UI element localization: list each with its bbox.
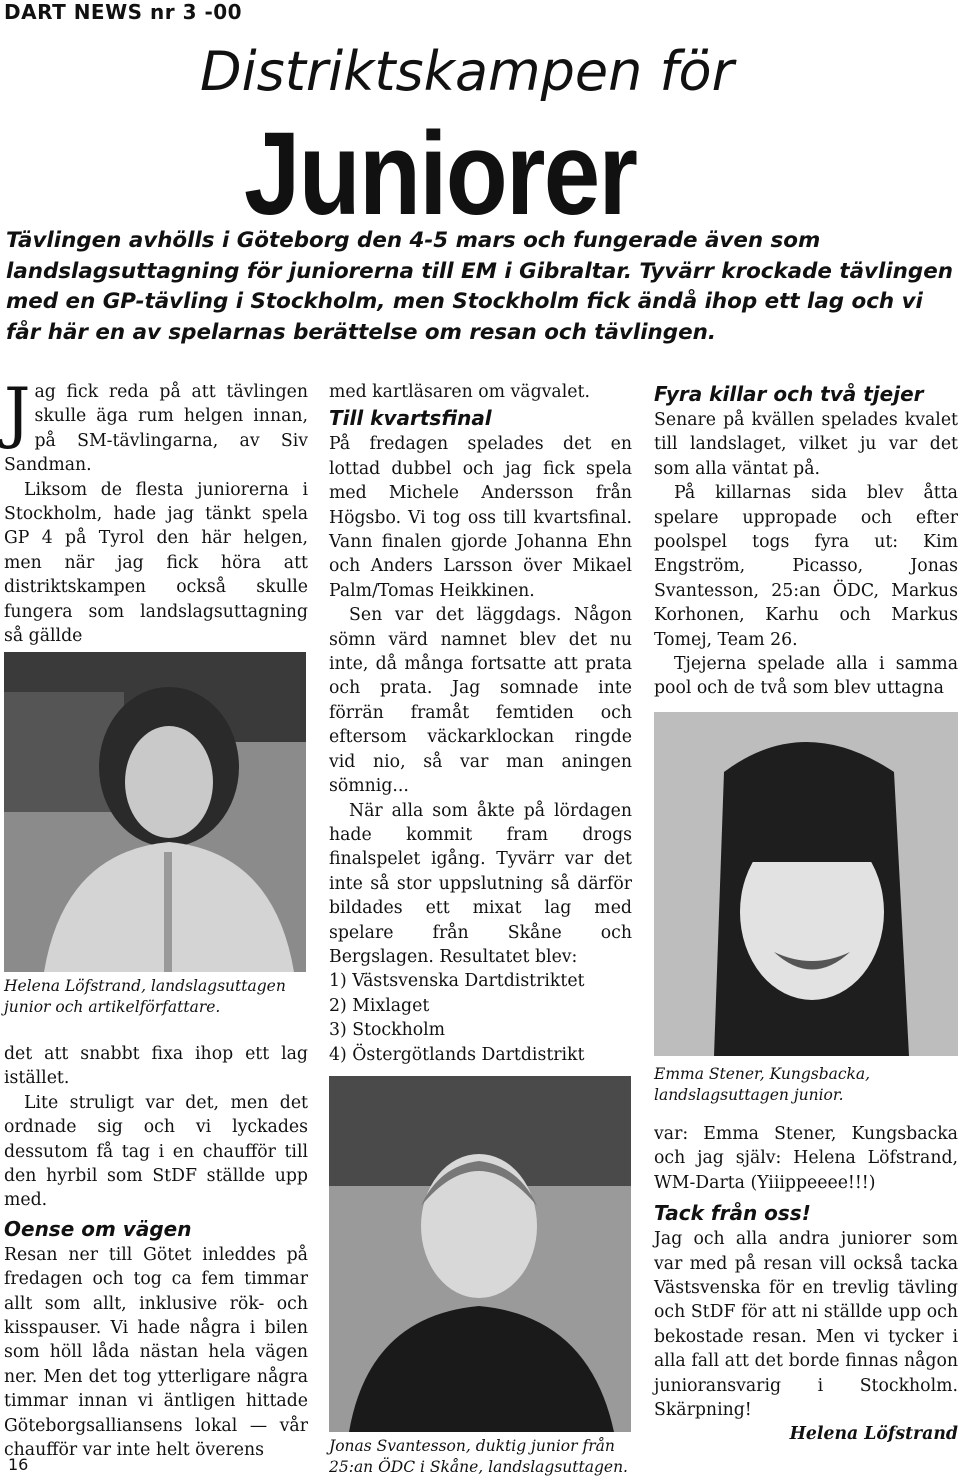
result-item: 2) Mixlaget xyxy=(329,995,430,1016)
portrait-woman-image xyxy=(4,652,306,972)
portrait-boy-image xyxy=(329,1076,631,1432)
caption-emma: Emma Stener, Kungsbacka, landslagsuttagen junior. xyxy=(654,1065,871,1104)
caption-jonas: Jonas Svantesson, duktig junior från 25:an ÖDC i Skåne, landslagsuttagen. xyxy=(329,1437,628,1476)
col1-paragraph-1: ag fick reda på att tävlingen skulle äga rum helgen innan, på SM-tävlingarna, av Siv Sandman. xyxy=(4,382,308,476)
col2-paragraph-3: Sen var det läggdags. Någon sömn värd namnet blev det nu inte, då många fortsatte att prata och prata. Jag somnade inte förrän framåt femtiden och eftersom väckarklockan ringde vid nio, så var man aningen sömnig... xyxy=(329,605,632,797)
heading-tack: Tack från oss! xyxy=(654,1201,811,1226)
photo-helena xyxy=(4,652,306,972)
heading-oense: Oense om vägen xyxy=(4,1216,192,1241)
lead-paragraph: Tävlingen avhölls i Göteborg den 4-5 mars och fungerade även som landslagsuttagning för juniorerna till EM i Gibraltar. Tyvärr krockade tävlingen med en GP-tävling i Stockholm, men Stockholm fick ändå ihop ett lag och vi får här en av spelarnas berättelse om resan och tävlingen. xyxy=(6,228,953,345)
column-1-bottom xyxy=(4,1042,308,1463)
author-signature: Helena Löfstrand xyxy=(789,1424,958,1445)
col3-paragraph-4: var: Emma Stener, Kungsbacka och jag själv: Helena Löfstrand, WM-Darta (Yiiippeeee!!!) xyxy=(654,1124,958,1193)
col1-paragraph-2: Liksom de flesta juniorerna i Stockholm, hade jag tänkt spela GP 4 på Tyrol den här helgen, men när jag fick höra att distriktskampen också skulle fungera som landslagsuttagning så gällde xyxy=(4,479,308,647)
col2-paragraph-2: På fredagen spelades det en lottad dubbel och jag fick spela med Michele Andersson från Högsbo. Vi tog oss till kvartsfinal. Vann finalen gjorde Johanna Ehn och Anders Larsson över Mikael Palm/Tomas Heikkinen. xyxy=(329,434,632,601)
page-number: 16 xyxy=(8,1455,29,1474)
portrait-girl-image xyxy=(654,712,958,1056)
heading-fyra-killar: Fyra killar och två tjejer xyxy=(654,382,924,406)
result-item: 4) Östergötlands Dartdistrikt xyxy=(329,1044,585,1065)
column-1-top xyxy=(4,374,308,648)
photo-emma xyxy=(654,712,958,1056)
title-line-1: Distriktskampen för xyxy=(200,40,734,103)
col3-paragraph-2: På killarnas sida blev åtta spelare uppropade och efter poolspel togs fyra ut: Kim Engström, Picasso, Jonas Svantesson, 25:an ÖDC, Markus Korhonen, Karhu och Markus Tomej, Team 26. xyxy=(654,483,958,650)
issue-header: DART NEWS nr 3 -00 xyxy=(4,0,243,24)
col3-paragraph-5: Jag och alla andra juniorer som var med på resan vill också tacka Västsvenska för en trevlig tävling och StDF för att ni ställde upp och bekostade resan. Men vi tycker i alla fall att det borde finnas någon junioransvarig i Stockholm. Skärpning! xyxy=(654,1229,958,1421)
col3-paragraph-3: Tjejerna spelade alla i samma pool och de två som blev uttagna xyxy=(654,654,958,699)
column-3-bottom xyxy=(654,1122,958,1447)
col1-paragraph-5: Resan ner till Götet inleddes på fredagen och tog ca fem timmar allt som allt, inklusive rök- och kisspauser. Vi hade några i bilen som höll låda nästan hela vägen ner. Men det tog ytterligare några timmar innan vi äntligen hittade Göteborgsalliansens lokal — vår chaufför var inte helt överens xyxy=(4,1244,308,1461)
result-item: 1) Västsvenska Dartdistriktet xyxy=(329,971,585,992)
results-list xyxy=(329,969,632,1067)
col3-paragraph-1: Senare på kvällen spelades kvalet till landslaget, vilket ju var det som alla väntat på. xyxy=(654,410,958,479)
photo-jonas xyxy=(329,1076,631,1432)
result-item: 3) Stockholm xyxy=(329,1020,446,1041)
caption-helena: Helena Löfstrand, landslagsuttagen junior och artikelförfattare. xyxy=(4,977,286,1016)
title-line-2: Juniorer xyxy=(244,108,637,240)
drop-cap: J xyxy=(4,374,31,451)
heading-kvartsfinal: Till kvartsfinal xyxy=(329,406,492,431)
col1-paragraph-3: det att snabbt fixa ihop ett lag istället. xyxy=(4,1044,308,1089)
col2-paragraph-4: När alla som åkte på lördagen hade kommit fram drogs finalspelet igång. Tyvärr var det inte så stor uppslutning så därför bildades ett mixat lag med spelare från Skåne och Bergslagen. Resultatet blev: xyxy=(329,800,632,967)
column-2 xyxy=(329,380,632,1067)
col2-paragraph-1: med kartläsaren om vägvalet. xyxy=(329,382,590,402)
col1-paragraph-4: Lite struligt var det, men det ordnade sig och vi lyckades dessutom få tag i en chaufför till den hyrbil som StDF ställde upp med. xyxy=(4,1092,308,1211)
column-3-top xyxy=(654,380,958,701)
